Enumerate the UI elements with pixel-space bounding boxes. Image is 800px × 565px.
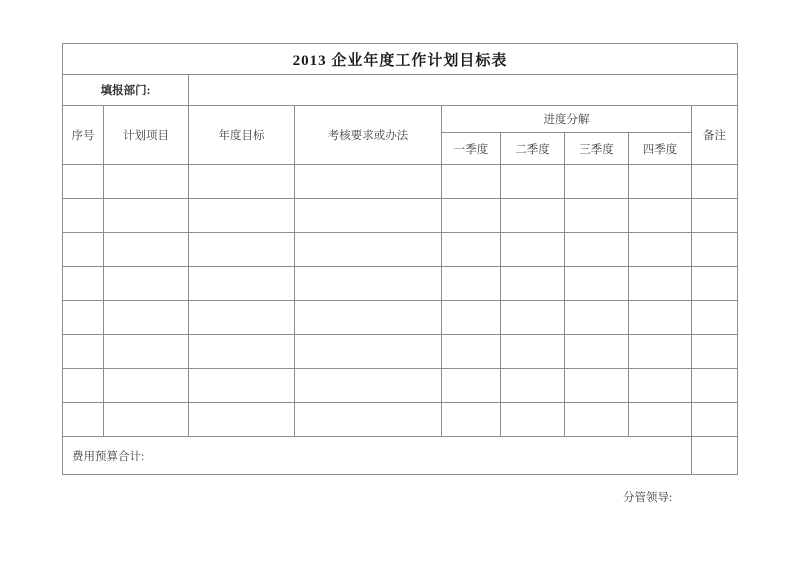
empty-cell [104,199,189,233]
empty-cell [189,267,295,301]
empty-cell [295,369,442,403]
empty-cell [692,369,738,403]
empty-cell [501,403,565,437]
col-header-assessment: 考核要求或办法 [295,106,442,165]
empty-plan-row [63,233,738,267]
empty-cell [692,233,738,267]
empty-cell [629,301,692,335]
empty-cell [104,369,189,403]
empty-cell [565,369,629,403]
empty-cell [104,233,189,267]
empty-plan-row [63,267,738,301]
empty-cell [565,335,629,369]
empty-cell [104,165,189,199]
empty-cell [189,199,295,233]
empty-cell [295,267,442,301]
budget-total-row [63,437,738,475]
empty-cell [63,335,104,369]
empty-cell [565,199,629,233]
budget-total-label: 费用预算合计: [63,437,692,475]
page-title: 2013 企业年度工作计划目标表 [63,44,738,75]
department-row [63,75,738,106]
empty-plan-row [63,165,738,199]
empty-plan-row [63,369,738,403]
empty-cell [442,301,501,335]
empty-cell [565,267,629,301]
col-header-serial: 序号 [63,106,104,165]
empty-cell [442,403,501,437]
col-header-quarter-3: 三季度 [565,133,629,165]
empty-cell [565,165,629,199]
empty-cell [692,267,738,301]
empty-cell [501,301,565,335]
empty-cell [629,335,692,369]
empty-cell [629,199,692,233]
col-header-plan-item: 计划项目 [104,106,189,165]
empty-cell [104,403,189,437]
col-header-remarks: 备注 [692,106,738,165]
empty-cell [501,369,565,403]
empty-cell [692,335,738,369]
col-header-progress-group: 进度分解 [442,106,692,133]
empty-cell [442,369,501,403]
empty-cell [295,199,442,233]
empty-cell [501,267,565,301]
empty-cell [442,233,501,267]
empty-cell [565,233,629,267]
empty-cell [189,403,295,437]
empty-cell [189,369,295,403]
empty-cell [565,301,629,335]
empty-cell [442,335,501,369]
empty-cell [565,403,629,437]
empty-cell [629,233,692,267]
empty-cell [63,403,104,437]
empty-plan-row [63,301,738,335]
empty-cell [501,165,565,199]
col-header-quarter-4: 四季度 [629,133,692,165]
leader-label: 分管领导: [623,492,673,504]
empty-cell [63,301,104,335]
title-row [63,44,738,75]
empty-cell [63,199,104,233]
empty-cell [501,233,565,267]
budget-remarks-cell [692,437,738,475]
empty-cell [629,267,692,301]
empty-cell [442,267,501,301]
empty-plan-row [63,403,738,437]
empty-cell [295,403,442,437]
department-label: 填报部门: [63,75,189,106]
empty-cell [629,165,692,199]
col-header-quarter-2: 二季度 [501,133,565,165]
department-value-cell [189,75,738,106]
empty-cell [692,403,738,437]
empty-cell [189,335,295,369]
empty-cell [63,267,104,301]
empty-cell [629,403,692,437]
empty-cell [501,335,565,369]
annual-plan-table [62,43,738,475]
empty-cell [295,165,442,199]
empty-cell [189,301,295,335]
empty-cell [442,165,501,199]
empty-cell [629,369,692,403]
empty-cell [189,233,295,267]
empty-cell [104,335,189,369]
empty-cell [692,301,738,335]
header-row-top [63,106,738,133]
empty-plan-row [63,199,738,233]
empty-cell [295,233,442,267]
empty-plan-row [63,335,738,369]
empty-cell [63,165,104,199]
empty-cell [442,199,501,233]
empty-cell [692,165,738,199]
empty-cell [63,369,104,403]
empty-cell [692,199,738,233]
empty-cell [295,301,442,335]
empty-cell [189,165,295,199]
empty-cell [295,335,442,369]
empty-cell [63,233,104,267]
empty-cell [104,301,189,335]
empty-cell [501,199,565,233]
col-header-annual-target: 年度目标 [189,106,295,165]
empty-cell [104,267,189,301]
col-header-quarter-1: 一季度 [442,133,501,165]
